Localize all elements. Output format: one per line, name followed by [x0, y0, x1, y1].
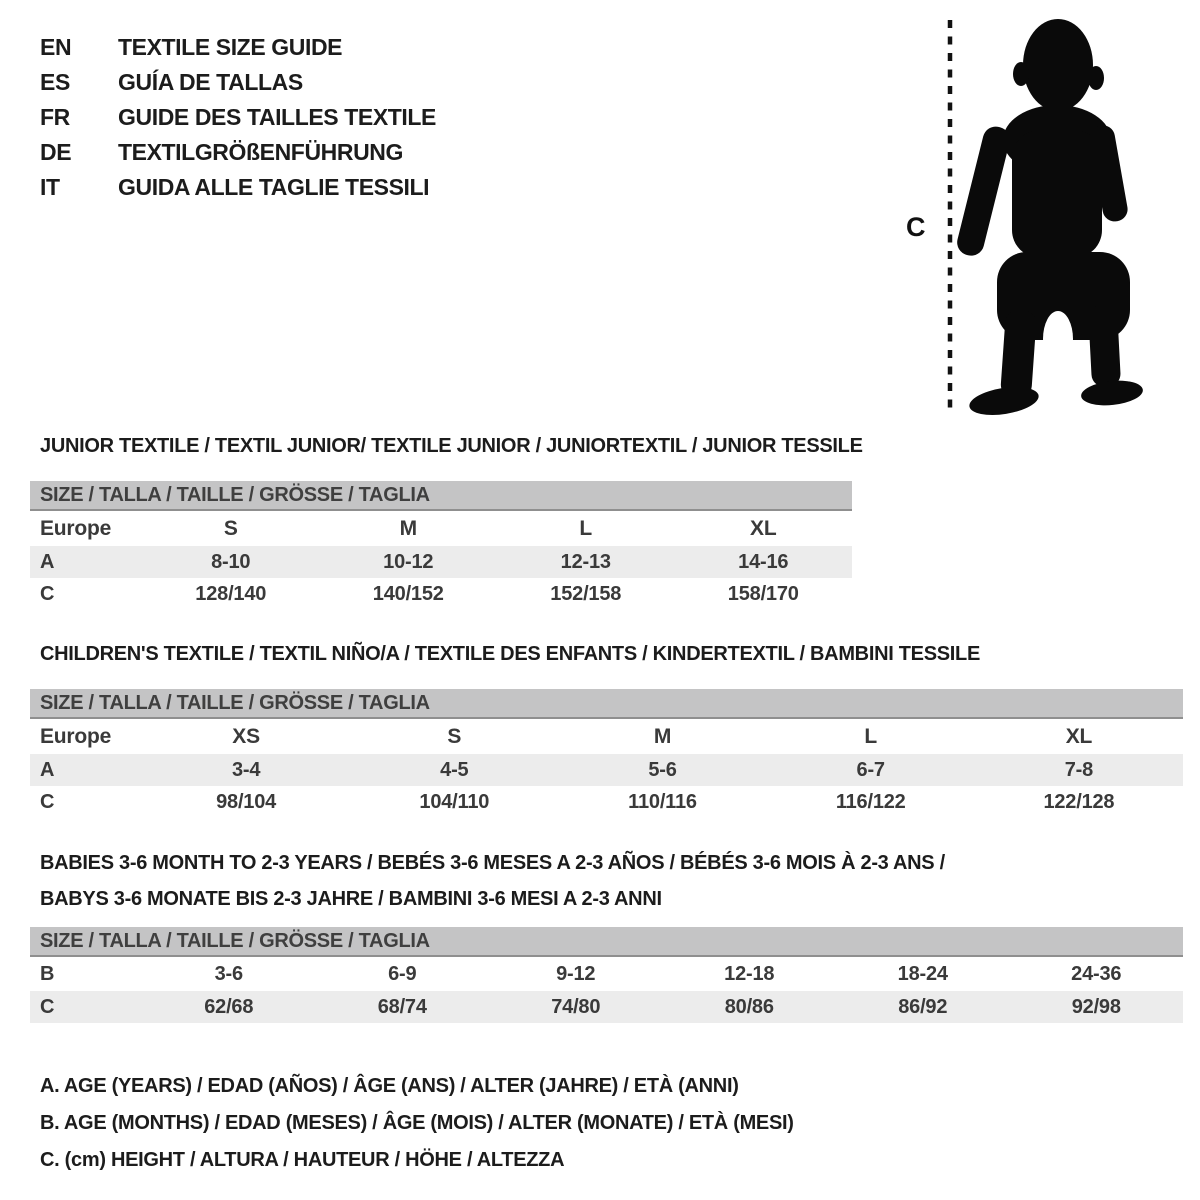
language-row-fr: [40, 100, 436, 135]
table-header-bar: SIZE / TALLA / TAILLE / GRÖSSE / TAGLIA: [30, 689, 1183, 719]
table-row-height: [30, 578, 852, 610]
legend-line-c: C. (cm) HEIGHT / ALTURA / HAUTEUR / HÖHE / ALTEZZA: [40, 1149, 565, 1171]
value-cell: 5-6: [648, 758, 677, 781]
value-cell: 104/110: [419, 790, 490, 813]
table-header-bar: SIZE / TALLA / TAILLE / GRÖSSE / TAGLIA: [30, 481, 852, 511]
language-title: GUÍA DE TALLAS: [118, 69, 303, 95]
region-label: Europe: [40, 516, 112, 540]
height-measure-label: C: [906, 212, 926, 242]
toddler-silhouette-image: [900, 12, 1200, 422]
value-cell: 140/152: [372, 582, 444, 605]
table-row-height: [30, 786, 1183, 818]
value-cell: 98/104: [216, 790, 277, 813]
value-cell: 4-5: [440, 758, 469, 781]
value-cell: 6-9: [388, 962, 417, 985]
language-title: TEXTILE SIZE GUIDE: [118, 34, 343, 60]
table-header-bar: SIZE / TALLA / TAILLE / GRÖSSE / TAGLIA: [30, 927, 1183, 957]
value-cell: 3-4: [231, 758, 261, 781]
language-code: IT: [40, 174, 60, 200]
value-cell: 68/74: [377, 995, 427, 1018]
language-title: TEXTILGRÖßENFÜHRUNG: [118, 139, 403, 165]
babies-title-line1: BABIES 3-6 MONTH TO 2-3 YEARS / BEBÉS 3-6 MESES A 2-3 AÑOS / BÉBÉS 3-6 MOIS À 2-3 ANS /: [40, 852, 945, 874]
value-cell: 122/128: [1043, 790, 1115, 813]
junior-section-title: JUNIOR TEXTILE / TEXTIL JUNIOR/ TEXTILE JUNIOR / JUNIORTEXTIL / JUNIOR TESSILE: [40, 435, 863, 457]
value-cell: 110/116: [628, 790, 697, 813]
language-row-de: [40, 135, 436, 170]
value-cell: 74/80: [551, 995, 601, 1018]
size-cell: XS: [232, 724, 260, 748]
junior-size-table: [30, 481, 852, 610]
babies-section-title: [40, 845, 945, 917]
table-row-height: [30, 991, 1183, 1023]
row-label: A: [40, 550, 55, 573]
size-cell: L: [864, 724, 878, 748]
size-cell: XL: [750, 516, 777, 540]
size-cell: M: [399, 516, 417, 540]
value-cell: 158/170: [727, 582, 799, 605]
children-section-title: CHILDREN'S TEXTILE / TEXTIL NIÑO/A / TEXTILE DES ENFANTS / KINDERTEXTIL / BAMBINI TESSILE: [40, 643, 980, 665]
size-cell: S: [223, 516, 238, 540]
value-cell: 9-12: [556, 962, 596, 985]
row-label: C: [40, 582, 55, 605]
legend-line-a: A. AGE (YEARS) / EDAD (AÑOS) / ÂGE (ANS) / ALTER (JAHRE) / ETÀ (ANNI): [40, 1075, 739, 1097]
table-row-age: [30, 546, 852, 578]
table-row-sizes: [30, 511, 852, 546]
value-cell: 18-24: [897, 962, 948, 985]
table-row-months: [30, 957, 1183, 991]
size-cell: S: [447, 724, 462, 748]
value-cell: 7-8: [1064, 758, 1094, 781]
size-cell: L: [579, 516, 593, 540]
value-cell: 6-7: [856, 758, 885, 781]
value-cell: 12-13: [560, 550, 611, 573]
value-cell: 80/86: [724, 995, 774, 1018]
babies-size-table: [30, 927, 1183, 1023]
size-cell: M: [653, 724, 672, 748]
value-cell: 62/68: [204, 995, 254, 1018]
language-list: [40, 30, 436, 205]
children-size-table: [30, 689, 1183, 818]
value-cell: 8-10: [211, 550, 251, 573]
table-row-sizes: [30, 719, 1183, 754]
value-cell: 128/140: [195, 582, 267, 605]
babies-title-line2: BABYS 3-6 MONATE BIS 2-3 JAHRE / BAMBINI 3-6 MESI A 2-3 ANNI: [40, 888, 662, 910]
language-code: DE: [40, 139, 72, 165]
row-label: B: [40, 962, 55, 985]
row-label: A: [40, 758, 55, 781]
value-cell: 24-36: [1071, 962, 1122, 985]
language-code: ES: [40, 69, 70, 95]
language-row-en: [40, 30, 436, 65]
language-code: FR: [40, 104, 70, 130]
value-cell: 14-16: [738, 550, 789, 573]
value-cell: 86/92: [898, 995, 948, 1018]
value-cell: 10-12: [383, 550, 434, 573]
language-row-es: [40, 65, 436, 100]
toddler-silhouette-shape: [954, 19, 1144, 419]
table-row-age: [30, 754, 1183, 786]
value-cell: 3-6: [214, 962, 243, 985]
language-title: GUIDE DES TAILLES TEXTILE: [118, 104, 436, 130]
row-label: C: [40, 790, 55, 813]
legend: [40, 1068, 794, 1179]
language-title: GUIDA ALLE TAGLIE TESSILI: [118, 174, 430, 200]
value-cell: 92/98: [1071, 995, 1121, 1018]
size-cell: XL: [1065, 724, 1093, 748]
legend-line-b: B. AGE (MONTHS) / EDAD (MESES) / ÂGE (MOIS) / ALTER (MONATE) / ETÀ (MESI): [40, 1112, 794, 1134]
value-cell: 152/158: [550, 582, 622, 605]
value-cell: 12-18: [724, 962, 775, 985]
language-row-it: [40, 170, 436, 205]
region-label: Europe: [40, 724, 112, 748]
value-cell: 116/122: [835, 790, 906, 813]
row-label: C: [40, 995, 55, 1018]
language-code: EN: [40, 34, 72, 60]
